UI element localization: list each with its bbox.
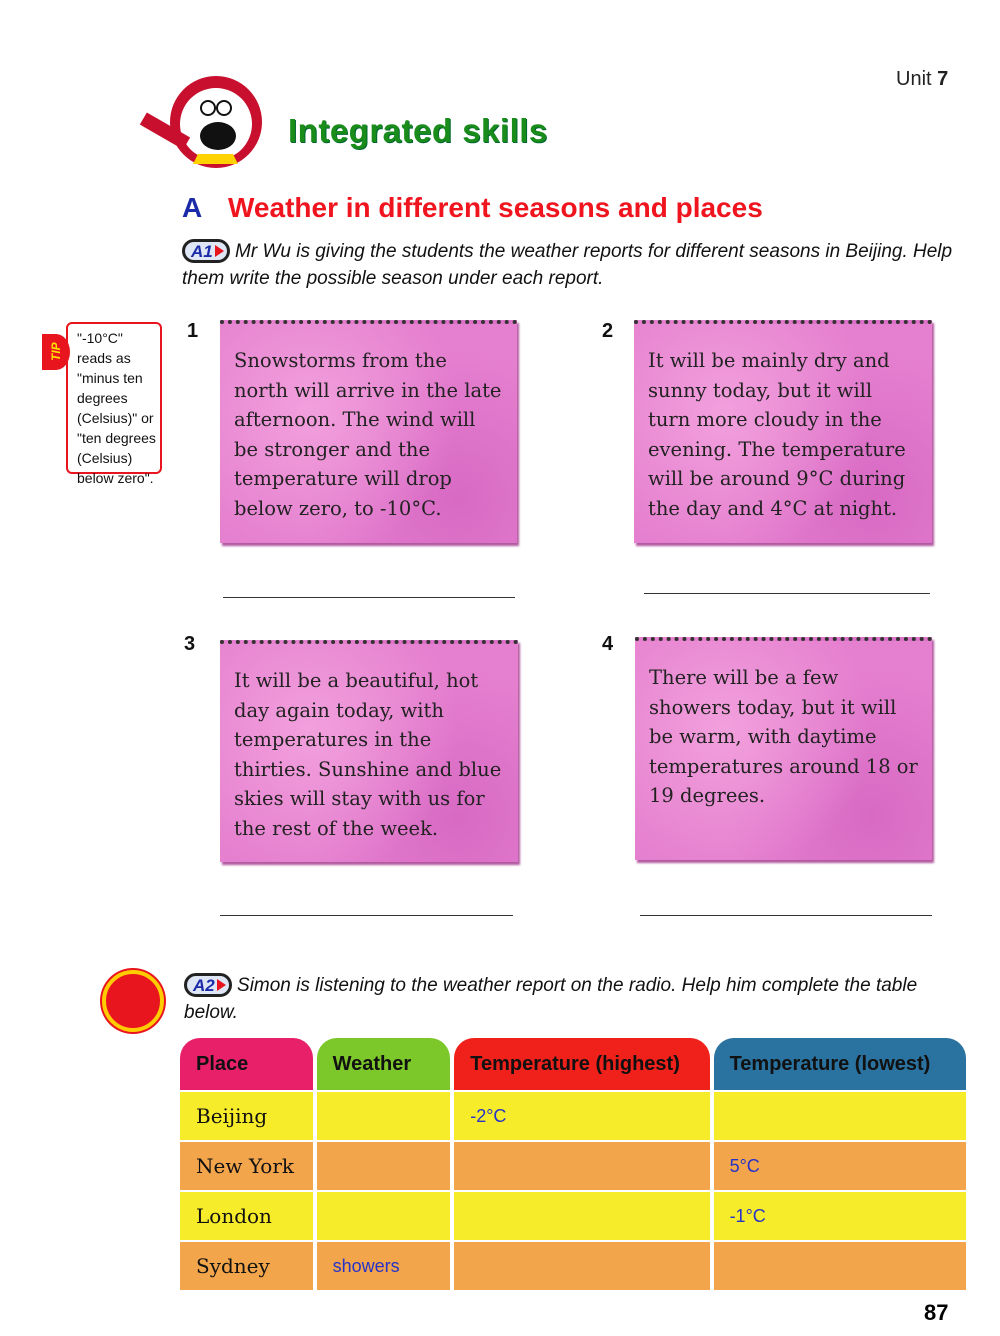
answer-line[interactable] [640, 915, 932, 916]
weather-table [176, 1036, 970, 1292]
report-number: 3 [184, 633, 196, 655]
a1-badge: A1 [182, 239, 230, 263]
lowest-cell[interactable]: 5°C [714, 1142, 966, 1190]
column-header-place: Place [180, 1038, 313, 1090]
tip-box: "-10°C" reads as "minus ten degrees (Celsius)" or "ten degrees (Celsius) below zero". [66, 322, 162, 474]
highest-cell[interactable]: -2°C [454, 1092, 709, 1140]
section-title: Weather in different seasons and places [228, 192, 763, 223]
weather-cell[interactable] [317, 1092, 451, 1140]
answer-line[interactable] [220, 915, 513, 916]
highest-cell[interactable] [454, 1142, 709, 1190]
table-row [180, 1242, 966, 1290]
table-row [180, 1092, 966, 1140]
page-number: 87 [924, 1300, 949, 1325]
report-number: 4 [602, 633, 614, 655]
unit-label: Unit 7 [896, 68, 949, 90]
lowest-cell[interactable] [714, 1092, 966, 1140]
weather-report-note: It will be a beautiful, hot day again today, with temperatures in the thirties. Sunshine and blue skies will stay with us for the rest of the week. [220, 640, 518, 862]
lowest-cell[interactable] [714, 1242, 966, 1290]
highest-cell[interactable] [454, 1192, 709, 1240]
table-row [180, 1192, 966, 1240]
column-header-highest: Temperature (highest) [454, 1038, 709, 1090]
weather-cell[interactable] [317, 1142, 451, 1190]
a1-instruction: A1 Mr Wu is giving the students the weather reports for different seasons in Beijing. Help them write the possible season under each report. [182, 241, 953, 289]
column-header-lowest: Temperature (lowest) [714, 1038, 966, 1090]
answer-line[interactable] [223, 597, 515, 598]
table-header [180, 1038, 966, 1090]
weather-report-note: Snowstorms from the north will arrive in the late afternoon. The wind will be stronger and the temperature will drop below zero, to -10°C. [220, 320, 517, 543]
report-number: 2 [602, 320, 614, 342]
weather-report-note: It will be mainly dry and sunny today, but it will turn more cloudy in the evening. The temperature will be around 9°C during the day and 4°C at night. [634, 320, 932, 543]
mascot-logo-icon [138, 74, 278, 174]
report-number: 1 [187, 320, 199, 342]
place-cell: London [180, 1192, 313, 1240]
lowest-cell[interactable]: -1°C [714, 1192, 966, 1240]
section-letter: A [182, 192, 203, 223]
weather-report-note: There will be a few showers today, but it will be warm, with daytime temperatures around 18 or 19 degrees. [635, 637, 932, 860]
weather-cell[interactable] [317, 1192, 451, 1240]
radio-icon [102, 970, 164, 1032]
weather-cell[interactable]: showers [317, 1242, 451, 1290]
column-header-weather: Weather [317, 1038, 451, 1090]
place-cell: New York [180, 1142, 313, 1190]
page-title: Integrated skills [288, 112, 548, 149]
highest-cell[interactable] [454, 1242, 709, 1290]
place-cell: Sydney [180, 1242, 313, 1290]
answer-line[interactable] [644, 593, 930, 594]
a2-instruction: A2 Simon is listening to the weather report on the radio. Help him complete the table below. [184, 975, 918, 1023]
a2-badge: A2 [184, 973, 232, 997]
tip-label: TIP [42, 334, 70, 370]
place-cell: Beijing [180, 1092, 313, 1140]
table-row [180, 1142, 966, 1190]
